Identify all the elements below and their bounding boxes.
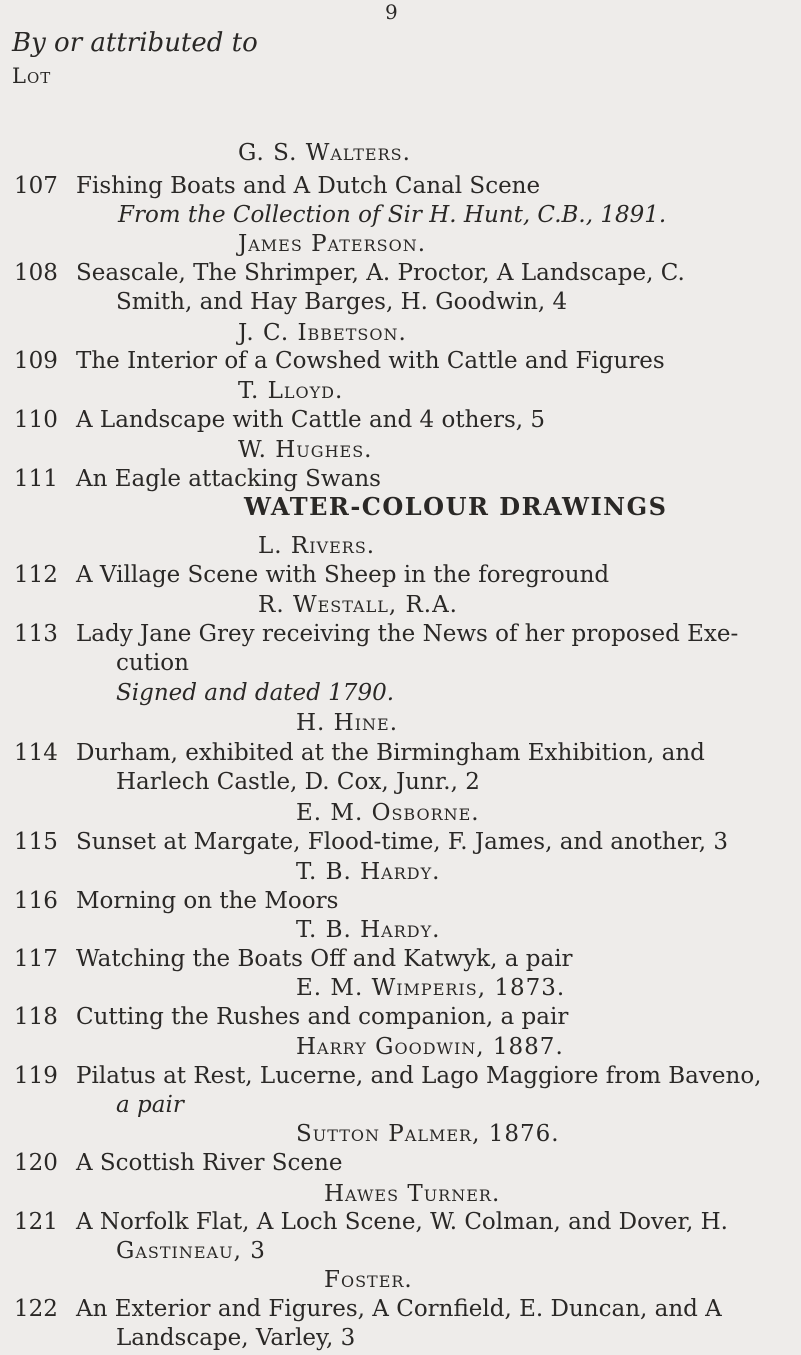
artist-name: E. M. Wimperis, 1873.	[296, 975, 566, 1001]
artist-name: T. Lloyd.	[238, 378, 344, 404]
artist-name: G. S. Walters.	[238, 140, 411, 166]
lot-number: 108	[14, 260, 58, 286]
lot-title-continued: cution	[116, 650, 189, 676]
lot-title: Fishing Boats and A Dutch Canal Scene	[76, 173, 541, 199]
lot-number: 112	[14, 562, 58, 588]
lot-number: 109	[14, 348, 58, 374]
lot-title-continued: Gastineau, 3	[116, 1238, 266, 1264]
artist-name: Harry Goodwin, 1887.	[296, 1034, 564, 1060]
artist-name: J. C. Ibbetson.	[238, 320, 407, 346]
lot-title: Lady Jane Grey receiving the News of her proposed Exe-	[76, 621, 739, 647]
lot-title: Cutting the Rushes and companion, a pair	[76, 1004, 569, 1030]
lot-number: 110	[14, 407, 58, 433]
lot-number: 114	[14, 740, 58, 766]
lot-title-continued: Smith, and Hay Barges, H. Goodwin, 4	[116, 289, 568, 315]
lot-title: Pilatus at Rest, Lucerne, and Lago Maggiore from Baveno,	[76, 1063, 762, 1089]
artist-name: T. B. Hardy.	[296, 917, 441, 943]
lot-number: 117	[14, 946, 58, 972]
lot-title: Durham, exhibited at the Birmingham Exhibition, and	[76, 740, 705, 766]
lot-number: 111	[14, 466, 58, 492]
lot-number: 107	[14, 173, 58, 199]
lot-title-continued: a pair	[116, 1092, 184, 1118]
artist-name: R. Westall, R.A.	[258, 592, 458, 618]
section-title: WATER-COLOUR DRAWINGS	[244, 492, 668, 521]
lot-title: Sunset at Margate, Flood-time, F. James, and another, 3	[76, 829, 729, 855]
lot-provenance: From the Collection of Sir H. Hunt, C.B., 1891.	[118, 202, 667, 228]
artist-name: W. Hughes.	[238, 437, 373, 463]
artist-name: H. Hine.	[296, 710, 399, 736]
artist-name: T. B. Hardy.	[296, 859, 441, 885]
lot-column-label: Lot	[12, 64, 52, 88]
lot-title: A Scottish River Scene	[76, 1150, 343, 1176]
lot-title: An Eagle attacking Swans	[76, 466, 381, 492]
page-heading: By or attributed to	[12, 28, 258, 58]
lot-number: 119	[14, 1063, 58, 1089]
lot-title: A Norfolk Flat, A Loch Scene, W. Colman, and Dover, H.	[76, 1209, 728, 1235]
artist-name: Foster.	[324, 1267, 413, 1293]
lot-title: Watching the Boats Off and Katwyk, a pair	[76, 946, 573, 972]
lot-note: Signed and dated 1790.	[116, 680, 395, 706]
lot-title: Morning on the Moors	[76, 888, 339, 914]
lot-title: Seascale, The Shrimper, A. Proctor, A Landscape, C.	[76, 260, 685, 286]
lot-number: 118	[14, 1004, 58, 1030]
lot-title-continued: Landscape, Varley, 3	[116, 1325, 356, 1351]
page-number: 9	[385, 0, 398, 24]
artist-name: Hawes Turner.	[324, 1181, 501, 1207]
artist-name: James Paterson.	[238, 231, 427, 257]
lot-number: 113	[14, 621, 58, 647]
artist-name: L. Rivers.	[258, 533, 376, 559]
lot-number: 116	[14, 888, 58, 914]
lot-number: 122	[14, 1296, 58, 1322]
lot-title: The Interior of a Cowshed with Cattle and Figures	[76, 348, 665, 374]
artist-name: Sutton Palmer, 1876.	[296, 1121, 560, 1147]
artist-name: E. M. Osborne.	[296, 800, 480, 826]
lot-number: 120	[14, 1150, 58, 1176]
lot-number: 115	[14, 829, 58, 855]
lot-title-continued: Harlech Castle, D. Cox, Junr., 2	[116, 769, 480, 795]
lot-title: A Village Scene with Sheep in the foreground	[76, 562, 610, 588]
lot-title: A Landscape with Cattle and 4 others, 5	[76, 407, 546, 433]
lot-title: An Exterior and Figures, A Cornfield, E. Duncan, and A	[76, 1296, 722, 1322]
lot-number: 121	[14, 1209, 58, 1235]
